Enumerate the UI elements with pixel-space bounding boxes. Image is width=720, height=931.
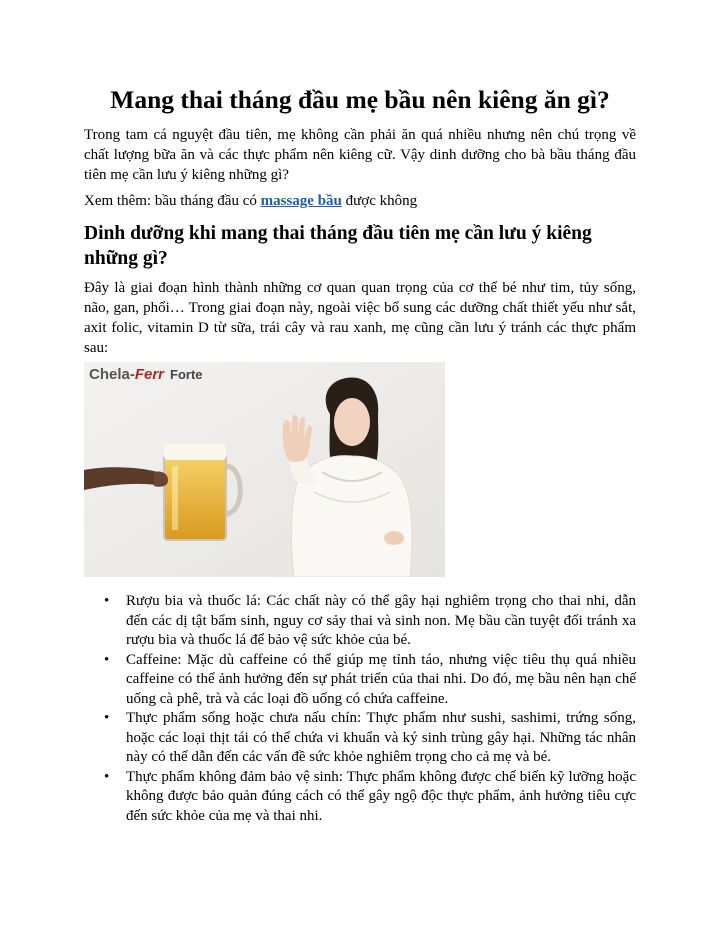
list-item-text: Thực phẩm sống hoặc chưa nấu chín: Thực phẩm như sushi, sashimi, trứng sống, hoặc các loại thịt tái có thể chứa vi khuẩn và ký sinh trùng gây hại. Những tác nhân này có thể dẫn đến các vấn đề sức khỏe nghiêm trọng cho cả mẹ và bé. (126, 710, 636, 765)
massage-bau-link[interactable]: massage bầu (260, 193, 342, 209)
beer-foam (164, 444, 226, 460)
list-item (84, 768, 636, 827)
see-more-suffix: được không (341, 193, 418, 209)
list-item-text: Thực phẩm không đảm bảo vệ sinh: Thực phẩm không được chế biến kỹ lưỡng hoặc không được bảo quản đúng cách có thể gây ngộ độc thực phẩm, ảnh hưởng tiêu cực đến sức khỏe của mẹ và thai nhi. (126, 768, 636, 824)
list-item (84, 592, 636, 651)
section-heading: Dinh dưỡng khi mang thai tháng đầu tiên mẹ cần lưu ý kiêng những gì? (84, 223, 592, 269)
bullet-icon: • (104, 593, 110, 609)
intro-paragraph: Trong tam cá nguyệt đầu tiên, mẹ không cần phải ăn quá nhiều nhưng nên chú trọng về chất lượng bữa ăn và các thực phẩm nên kiêng cữ. Vậy dinh dưỡng cho bà bầu tháng đầu tiên mẹ cần lưu ý kiêng những gì? (84, 127, 636, 183)
section-paragraph: Đây là giai đoạn hình thành những cơ quan quan trọng của cơ thể bé như tim, tủy sống, não, gan, phổi… Trong giai đoạn này, ngoài việc bổ sung các dưỡng chất thiết yếu như sắt, axit folic, vitamin D từ sữa, trái cây và rau xanh, mẹ cũng cần lưu ý tránh các thực phẩm sau: (84, 280, 636, 356)
list-item (84, 709, 636, 768)
bullet-icon: • (104, 651, 110, 668)
pregnant-woman-refusing-beer-image (84, 362, 445, 577)
bullet-icon: • (104, 710, 110, 726)
list-item (84, 651, 636, 710)
photo-illustration (84, 362, 445, 577)
chela-ferr-forte-logo: Chela-Ferr Forte (89, 366, 203, 383)
see-more-prefix: Xem thêm: bầu tháng đầu có (84, 193, 261, 209)
woman-face (334, 398, 370, 446)
page-title: Mang thai tháng đầu mẹ bầu nên kiêng ăn gì? (110, 85, 610, 114)
bullet-icon: • (104, 768, 110, 785)
list-item-text: Caffeine: Mặc dù caffeine có thể giúp mẹ tỉnh táo, nhưng việc tiêu thụ quá nhiều caffeine có thể ảnh hưởng đến sự phát triển của thai nhi. Do đó, mẹ bầu nên hạn chế uống cà phê, trà và các loại đồ uống có chứa caffeine. (126, 651, 636, 707)
avoid-foods-list (84, 592, 636, 826)
list-item-text: Rượu bia và thuốc lá: Các chất này có thể gây hại nghiêm trọng cho thai nhi, dẫn đến các dị tật bẩm sinh, nguy cơ sảy thai và sinh non. Mẹ bầu cần tuyệt đối tránh xa rượu bia và thuốc lá để bảo vệ sức khỏe của bé. (126, 593, 636, 648)
see-more-line (84, 191, 636, 211)
